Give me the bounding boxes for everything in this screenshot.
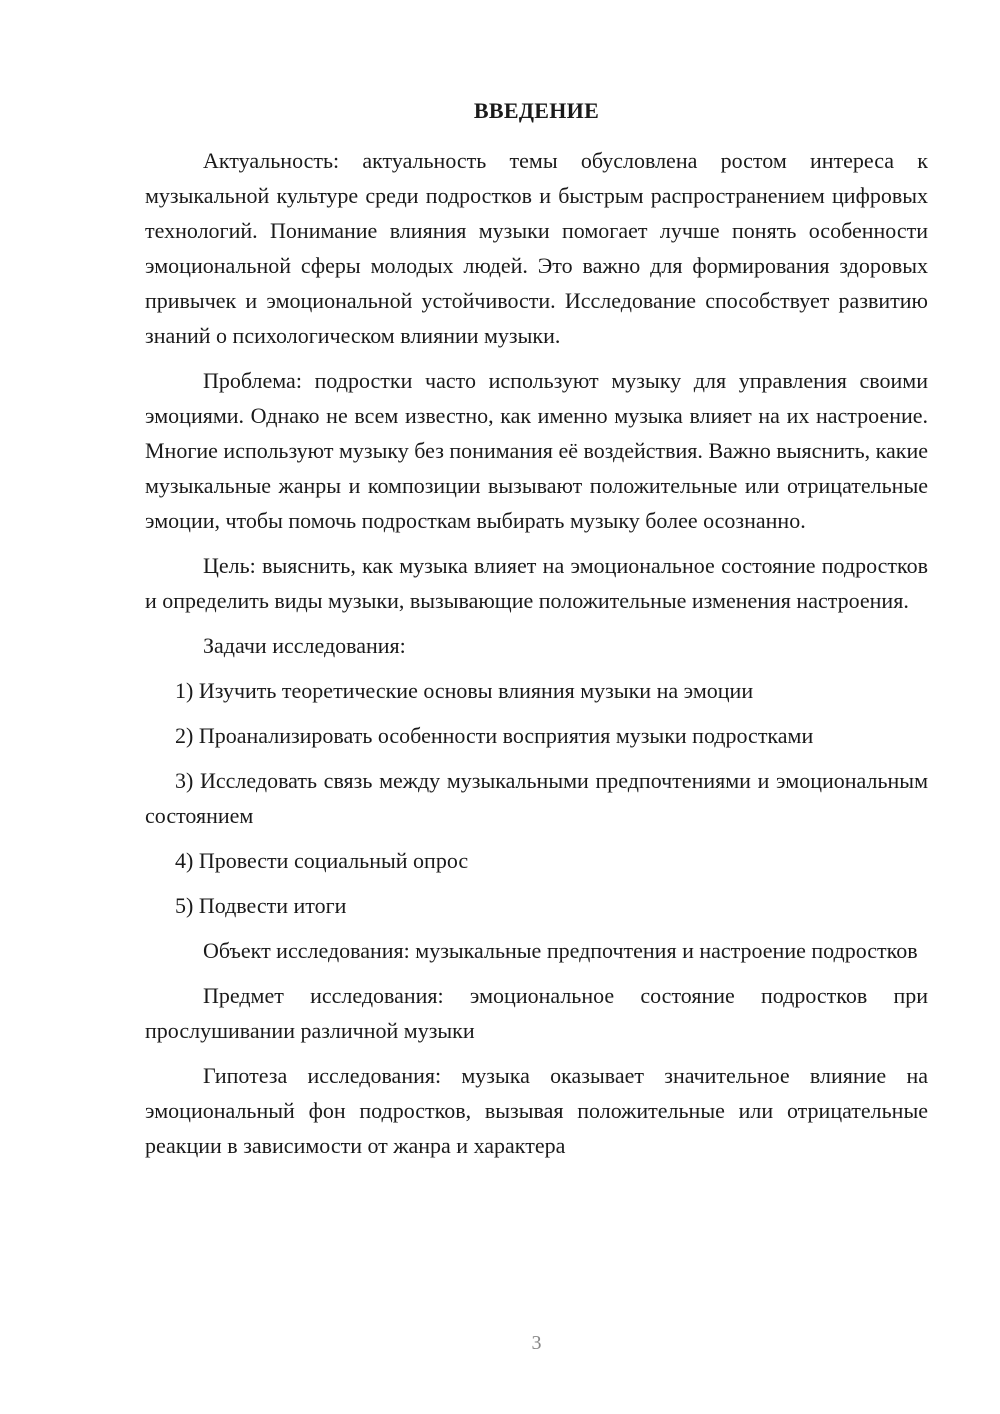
paragraph-goal: Цель: выяснить, как музыка влияет на эмоциональное состояние подростков и определить виды музыки, вызывающие положительные изменения настроения. <box>145 553 928 613</box>
paragraph-tasks-heading: Задачи исследования: <box>203 633 406 658</box>
paragraph-object: Объект исследования: музыкальные предпочтения и настроение подростков <box>203 938 918 963</box>
task-item-5: 5) Подвести итоги <box>175 893 347 918</box>
section-title: ВВЕДЕНИЕ <box>473 98 600 123</box>
paragraph-problem: Проблема: подростки часто используют музыку для управления своими эмоциями. Однако не всем известно, как именно музыка влияет на их настроение. Многие используют музыку без понимания её воздействия. Важно выяснить, какие музыкальные жанры и композиции вызывают положительные или отрицательные эмоции, чтобы помочь подросткам выбирать музыку более осознанно. <box>145 368 928 533</box>
paragraph-subject: Предмет исследования: эмоциональное состояние подростков при прослушивании различной музыки <box>145 983 928 1043</box>
document-body <box>145 143 928 1173</box>
paragraph-hypothesis: Гипотеза исследования: музыка оказывает значительное влияние на эмоциональный фон подростков, вызывая положительные или отрицательные реакции в зависимости от жанра и характера <box>145 1063 928 1158</box>
paragraph-relevance: Актуальность: актуальность темы обусловлена ростом интереса к музыкальной культуре среди подростков и быстрым распространением цифровых технологий. Понимание влияния музыки помогает лучше понять особенности эмоциональной сферы молодых людей. Это важно для формирования здоровых привычек и эмоциональной устойчивости. Исследование способствует развитию знаний о психологическом влиянии музыки. <box>145 148 928 348</box>
task-item-3: 3) Исследовать связь между музыкальными предпочтениями и эмоциональным состоянием <box>145 768 928 828</box>
task-item-1: 1) Изучить теоретические основы влияния музыки на эмоции <box>175 678 754 703</box>
task-item-4: 4) Провести социальный опрос <box>175 848 469 873</box>
page-number: 3 <box>531 1332 542 1354</box>
task-item-2: 2) Проанализировать особенности восприятия музыки подростками <box>175 723 814 748</box>
